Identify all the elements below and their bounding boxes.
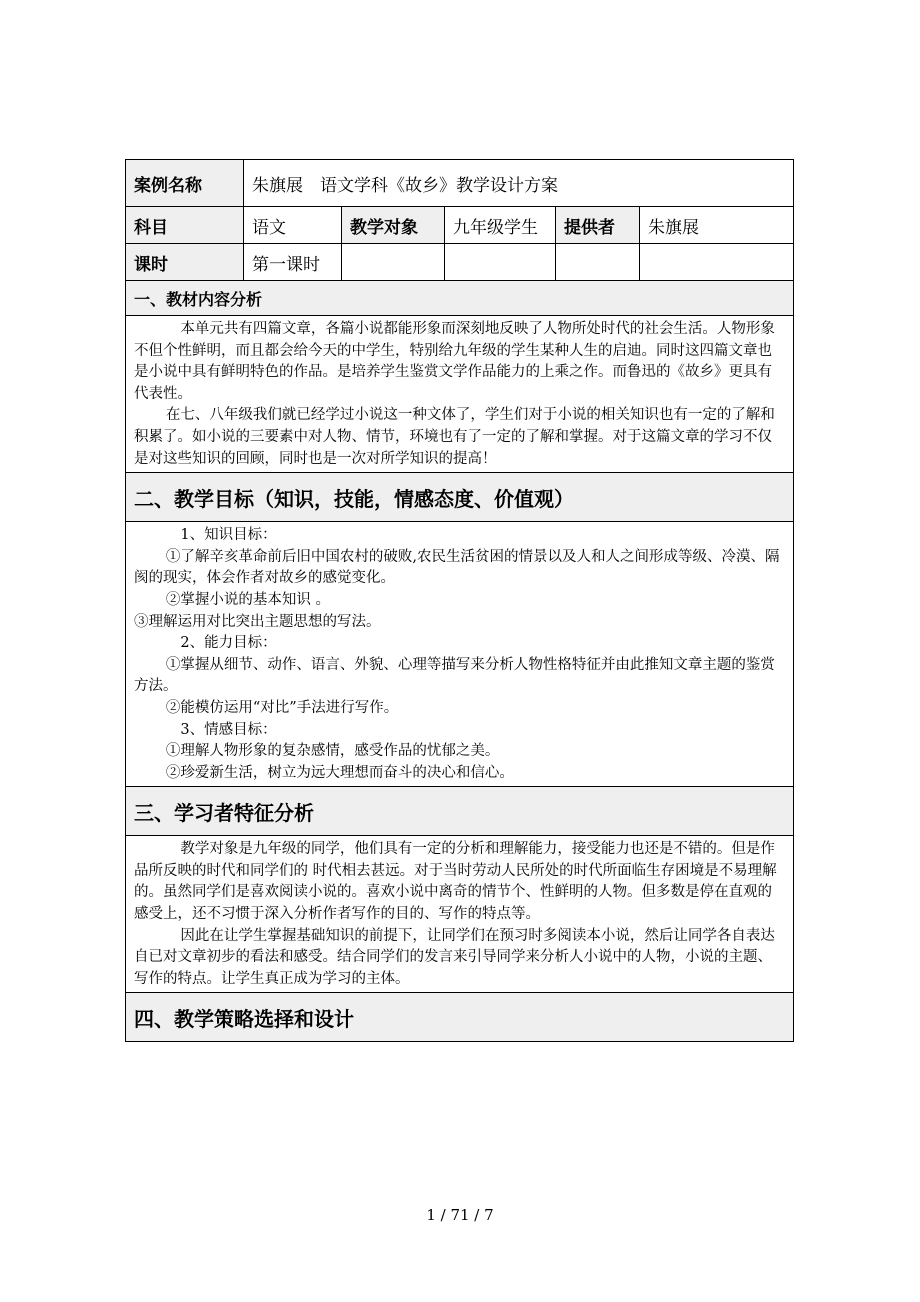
- case-name-value: 朱旗展 语文学科《故乡》教学设计方案: [244, 160, 794, 207]
- section-1-paragraph: 在七、八年级我们就已经学过小说这一种文体了，学生们对于小说的相关知识也有一定的了解和积累了。如小说的三要素中对人物、情节，环境也有了一定的了解和掌握。对于这篇文章的学习不仅是对这些知识的回顾，同时也是一次对所学知识的提高！: [134, 407, 775, 467]
- subject-value: 语文: [244, 207, 342, 244]
- section-1-body: [126, 316, 794, 473]
- case-name-row: [126, 160, 794, 207]
- empty-cell: [342, 244, 445, 281]
- section-1-paragraph: 本单元共有四篇文章，各篇小说都能形象而深刻地反映了人物所处时代的社会生活。人物形象不但个性鲜明，而且都会给今天的中学生，特别给九年级的学生某种人生的启迪。同时这四篇文章也是小说中具有鲜明特色的作品。是培养学生鉴赏文学作品能力的上乘之作。而鲁迅的《故乡》更具有代表性。: [134, 321, 775, 402]
- section-1-title: 一、教材内容分析: [126, 281, 794, 316]
- section-2-body: [126, 522, 794, 787]
- section-3-paragraph: 因此在让学生掌握基础知识的前提下，让同学们在预习时多阅读本小说，然后让同学各自表达自已对文章初步的看法和感受。结合同学们的发言来引导同学来分析人小说中的人物，小说的主题、写作的特点。让学生真正成为学习的主体。: [134, 927, 775, 987]
- section-heading-row: [126, 281, 794, 316]
- section-3-title: 三、学习者特征分析: [126, 787, 794, 836]
- objective-line: ②掌握小说的基本知识 。: [165, 591, 330, 608]
- audience-value: 九年级学生: [445, 207, 556, 244]
- section-heading-row: [126, 787, 794, 836]
- empty-cell: [556, 244, 640, 281]
- objective-line: ①了解辛亥革命前后旧中国农村的破败,农民生活贫困的情景以及人和人之间形成等级、冷漠、隔阂的现实，体会作者对故乡的感觉变化。: [134, 548, 780, 587]
- meta-row: [126, 207, 794, 244]
- case-name-label: 案例名称: [126, 160, 244, 207]
- empty-cell: [445, 244, 556, 281]
- objective-line: ③理解运用对比突出主题思想的写法。: [134, 613, 381, 630]
- period-label: 课时: [126, 244, 244, 281]
- section-body-row: [126, 316, 794, 473]
- period-value: 第一课时: [244, 244, 342, 281]
- section-body-row: [126, 836, 794, 993]
- provider-value: 朱旗展: [640, 207, 794, 244]
- section-4-title: 四、教学策略选择和设计: [126, 993, 794, 1042]
- objective-line: ①掌握从细节、动作、语言、外貌、心理等描写来分析人物性格特征并由此推知文章主题的鉴赏方法。: [134, 656, 775, 695]
- section-2-title: 二、教学目标（知识，技能，情感态度、价值观）: [126, 473, 794, 522]
- section-3-body: [126, 836, 794, 993]
- provider-label: 提供者: [556, 207, 640, 244]
- empty-cell: [640, 244, 794, 281]
- audience-label: 教学对象: [342, 207, 445, 244]
- objective-line: ①理解人物形象的复杂感情，感受作品的忧郁之美。: [165, 743, 500, 760]
- section-body-row: [126, 522, 794, 787]
- subject-label: 科目: [126, 207, 244, 244]
- section-heading-row: [126, 473, 794, 522]
- page-footer: 1 / 71 / 7: [426, 1206, 494, 1224]
- section-3-paragraph: 教学对象是九年级的同学，他们具有一定的分析和理解能力，接受能力也还是不错的。但是作品所反映的时代和同学们的 时代相去甚远。对于当时劳动人民所处的时代所面临生存困境是不易理解的。虽然同学们是喜欢阅读小说的。喜欢小说中离奇的情节个、性鲜明的人物。但多数是停在直观的感受上，还不习惯于深入分析作者写作的目的、写作的特点等。: [134, 841, 777, 923]
- period-row: [126, 244, 794, 281]
- section-heading-row: [126, 993, 794, 1042]
- objective-line: 2、能力目标：: [180, 635, 277, 652]
- objective-line: 3、情感目标：: [180, 721, 277, 738]
- objective-line: ②能模仿运用“对比”手法进行写作。: [165, 699, 399, 716]
- objective-line: 1、知识目标：: [180, 527, 277, 544]
- lesson-plan-table: [125, 159, 794, 1042]
- objective-line: ②珍爱新生活，树立为远大理想而奋斗的决心和信心。: [165, 764, 514, 781]
